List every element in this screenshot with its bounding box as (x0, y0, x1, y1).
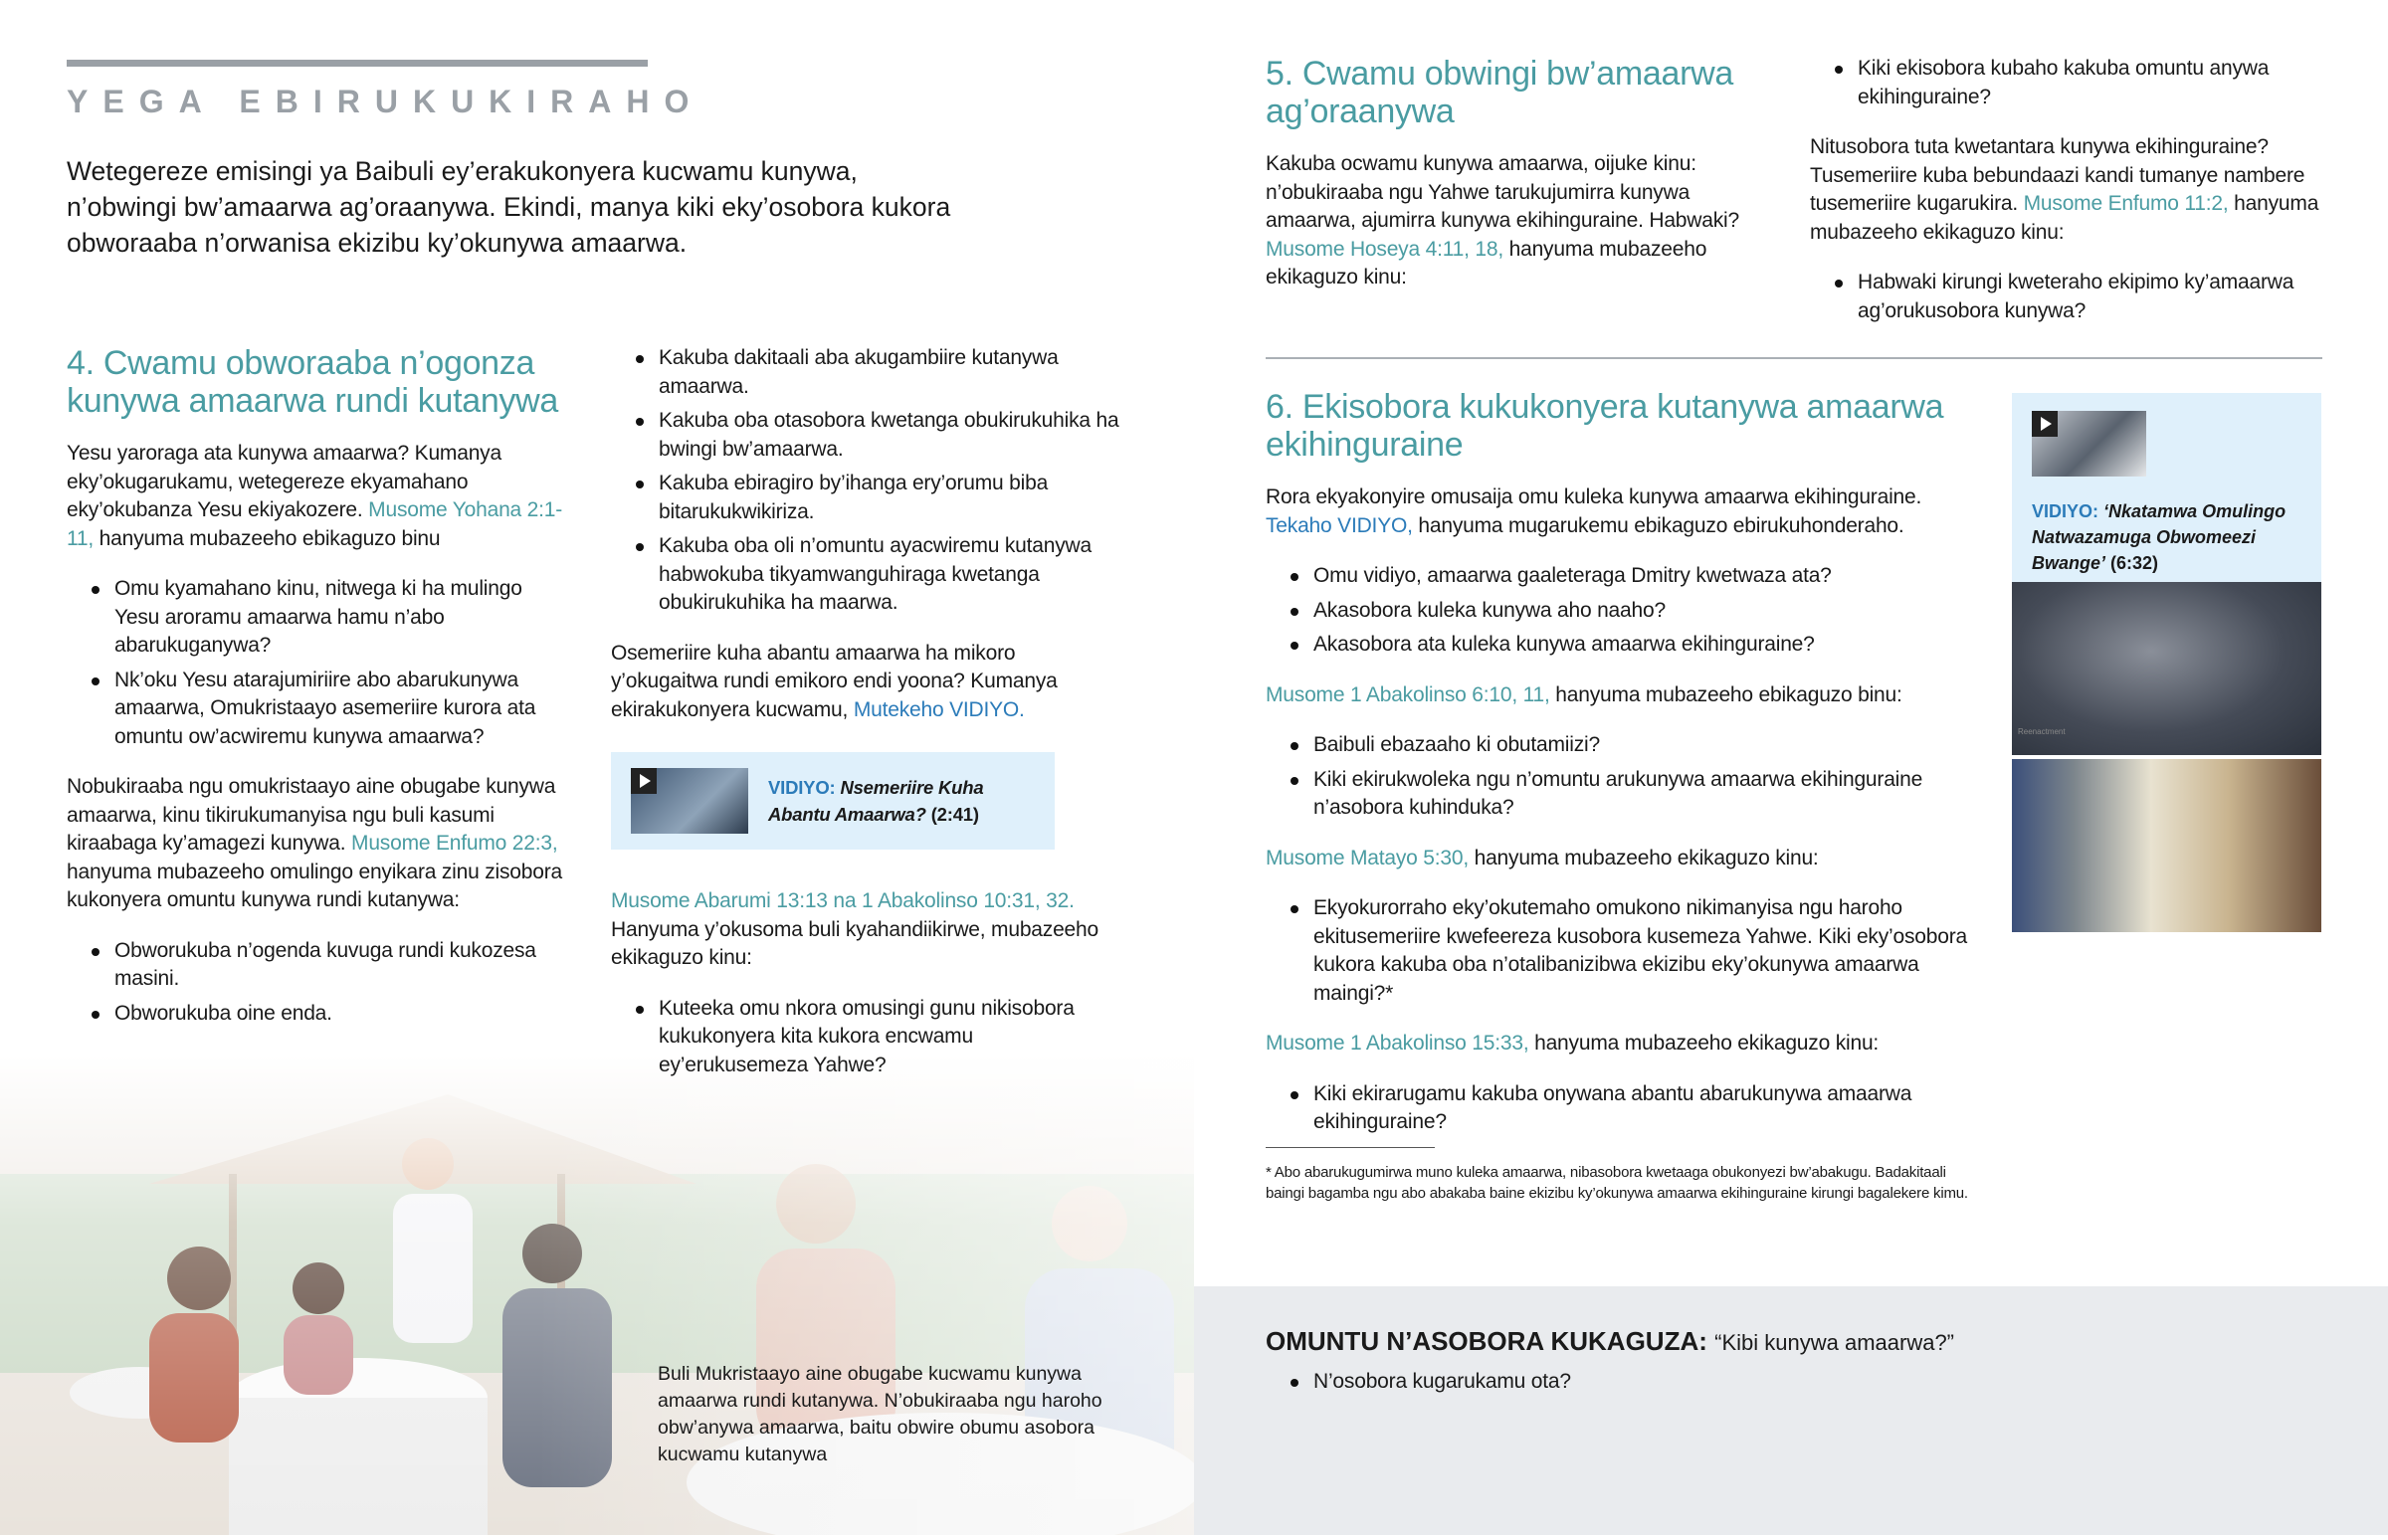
text: hanyuma mubazeeho ebikaguzo binu (94, 526, 441, 550)
list-item: Obworukuba n’ogenda kuvuga rundi kukozesa masini. (114, 937, 572, 994)
list-item: Kiki ekirukwoleka ngu n’omuntu arukunywa amaarwa ekihinguraine n’asobora kuhinduka? (1313, 766, 1984, 823)
video-thumbnail[interactable] (2032, 411, 2146, 477)
section-4-paragraph-3 (611, 640, 1120, 725)
section-4-column-2 (611, 344, 1120, 1101)
header-rule (67, 60, 648, 67)
footnote: * Abo abarukugumirwa muno kuleka amaarwa, nibasobora kwetaaga obukonyezi bw’abakugu. Badakitaali baingi bagamba ngu abo abakaba baine ekizibu ky’okunywa amaarwa ekihinguraine kirungi bagalekere kimu. (1266, 1163, 1968, 1202)
section-5-column-2 (1810, 55, 2327, 347)
video-caption (2032, 498, 2301, 576)
list-item: Nk’oku Yesu atarajumiriire abo abarukunywa amaarwa, Omukristaayo asemeriire kurora ata omuntu ow’acwiremu kunywa amaarwa? (114, 667, 572, 752)
text: hanyuma mubazeeho ekikaguzo kinu: (1528, 1032, 1880, 1055)
list-item: Kakuba ebiragiro by’ihanga ery’orumu biba bitarukukwikiriza. (659, 470, 1120, 526)
section-6-column (1266, 388, 1984, 1204)
question-box-label: OMUNTU N’ASOBORA KUKAGUZA: (1266, 1326, 1707, 1356)
intro-paragraph: Wetegereze emisingi ya Baibuli ey’erakukonyera kucwamu kunywa, n’obwingi bw’amaarwa ag’oraanywa. Ekindi, manya kiki eky’osobora kukora obworaaba n’orwanisa ekizibu ky’okunywa amaarwa. (67, 156, 951, 258)
section-5-column-1 (1266, 55, 1773, 314)
question-box-quote: “Kibi kunywa amaarwa?” (1714, 1330, 1955, 1355)
question-box-prompt (1266, 1326, 1954, 1357)
reenactment-watermark: Reenactment (2018, 727, 2066, 736)
section-5-heading: 5. Cwamu obwingi bw’amaarwa ag’oraanywa (1266, 55, 1733, 130)
play-video-link[interactable]: Mutekeho VIDIYO. (853, 697, 1025, 721)
scripture-link[interactable]: Musome Matayo 5:30, (1266, 846, 1469, 869)
section-4-paragraph-1 (67, 440, 572, 553)
play-icon (631, 768, 657, 794)
question-list (1266, 731, 1984, 823)
section-4-heading: 4. Cwamu obworaaba n’ogonza kunywa amaarwa rundi kutanywa (67, 344, 558, 420)
video-caption (768, 774, 1035, 828)
scripture-link[interactable]: Musome Enfumo 22:3, (351, 832, 558, 855)
reading-instruction (1266, 1030, 1984, 1059)
question-box (1194, 1286, 2388, 1535)
video-label: VIDIYO: (2032, 501, 2099, 521)
reading-instruction (1266, 845, 1984, 873)
text: hanyuma mubazeeho omulingo enyikara zinu zisobora kukonyera omuntu kunywa rundi kutanywa: (67, 860, 563, 911)
text: Yesu yaroraga ata kunywa amaarwa? Kumanya eky’okugarukamu, wetegereze ekyamahano eky’okubanza Yesu ekiyakozere. (67, 442, 501, 521)
question-list (67, 575, 572, 751)
footnote-rule (1266, 1147, 1435, 1148)
condition-list (67, 937, 572, 1029)
text: Nitusobora tuta kwetantara kunywa ekihinguraine? Tusemeriire kuba bebundaazi kandi tumanye nambere tusemeriire kugarukira. (1810, 135, 2305, 215)
list-item: Omu vidiyo, amaarwa gaaleteraga Dmitry kwetwaza ata? (1313, 562, 1984, 591)
list-item: Ekyokurorraho eky’okutemaho omukono nikimanyisa ngu haroho ekitusemeriire kwefeereza kusobora kusemeza Yahwe. Kiki eky’osobora kukora kakuba oba n’otalibanizibwa ekizibu eky’okunywa amaarwa maingi?* (1313, 894, 1984, 1008)
list-item: Kuteeka omu nkora omusingi gunu nikisobora kukukonyera kita kukora encwamu ey’erukusemeza Yahwe? (659, 995, 1120, 1080)
list-item: Kakuba oba oli n’omuntu ayacwiremu kutanywa habwokuba tikyamwanguhiraga kwetanga obukirukuhika ha maarwa. (659, 532, 1120, 618)
section-6-paragraph-1 (1266, 483, 1984, 540)
question-list (1810, 55, 2327, 111)
video-card[interactable] (611, 752, 1055, 850)
text: hanyuma mugarukemu ebikaguzo ebirukuhonderaho. (1412, 513, 1904, 537)
list-item: Akasobora kuleka kunywa aho naaho? (1313, 597, 1984, 626)
question-list (1266, 1368, 1571, 1403)
text: Hanyuma y’okusoma buli kyahandiikirwe, mubazeeho ekikaguzo kinu: (611, 917, 1098, 969)
reading-instruction (1266, 681, 1984, 710)
text: hanyuma mubazeeho ekikaguzo kinu: (1266, 237, 1707, 289)
section-5-paragraph-2 (1810, 133, 2327, 247)
section-6-heading: 6. Ekisobora kukukonyera kutanywa amaarwa ekihinguraine (1266, 388, 1944, 464)
list-item: Obworukuba oine enda. (114, 1000, 572, 1029)
text: hanyuma mubazeeho ekikaguzo kinu: (1468, 846, 1819, 869)
text: hanyuma mubazeeho ebikaguzo binu: (1549, 682, 1902, 706)
list-item: Kiki ekirarugamu kakuba onywana abantu abarukunywa amaarwa ekihinguraine? (1313, 1080, 1984, 1137)
list-item: Kiki ekisobora kubaho kakuba omuntu anywa ekihinguraine? (1858, 55, 2327, 111)
video-still-man-with-bottle (2012, 582, 2321, 755)
video-title[interactable]: ‘Nkatamwa Omulingo Natwazamuga Obwomeezi Bwange’ (2032, 501, 2287, 573)
scripture-link[interactable]: Musome 1 Abakolinso 15:33, (1266, 1032, 1529, 1055)
section-4-paragraph-2 (67, 773, 572, 915)
text: Nobukiraaba ngu omukristaayo aine obugabe kunywa amaarwa, kinu tikirukumanyisa ngu buli kasumi kiraabaga ky’amagezi kunywa. (67, 775, 556, 855)
scripture-link[interactable]: Musome Yohana 2:1-11, (67, 498, 563, 550)
list-item: Kakuba dakitaali aba akugambiire kutanywa amaarwa. (659, 344, 1120, 401)
question-list (1810, 269, 2327, 325)
play-icon (2032, 411, 2058, 437)
play-video-link[interactable]: Tekaho VIDIYO, (1266, 513, 1413, 537)
list-item: Akasobora ata kuleka kunywa amaarwa ekihinguraine? (1313, 631, 1984, 660)
video-duration: (2:41) (930, 804, 979, 825)
text: Rora ekyakonyire omusaija omu kuleka kunywa amaarwa ekihinguraine. (1266, 485, 1922, 508)
video-duration: (6:32) (2110, 553, 2159, 573)
scripture-link[interactable]: Musome Abarumi 13:13 na 1 Abakolinso 10:31, 32. (611, 889, 1075, 912)
section-divider (1266, 357, 2322, 359)
question-list (1266, 562, 1984, 660)
video-card[interactable] (2012, 393, 2321, 582)
list-item: Omu kyamahano kinu, nitwega ki ha mulingo Yesu aroramu amaarwa hamu n’abo abarukuganywa? (114, 575, 572, 661)
scripture-link[interactable]: Musome Hoseya 4:11, 18, (1266, 237, 1503, 261)
video-title[interactable]: Nsemeriire Kuha Abantu Amaarwa? (768, 777, 984, 825)
video-thumbnail[interactable] (631, 768, 748, 834)
video-still-bible-study (2012, 759, 2321, 932)
text: hanyuma mubazeeho ekikaguzo kinu: (1810, 192, 2319, 244)
question-list (1266, 894, 1984, 1008)
list-item: Habwaki kirungi kweteraho ekipimo ky’amaarwa ag’orukusobora kunywa? (1858, 269, 2327, 325)
scripture-link[interactable]: Musome 1 Abakolinso 6:10, 11, (1266, 682, 1550, 706)
scripture-link[interactable]: Musome Enfumo 11:2, (2023, 192, 2229, 215)
video-sidebar (2012, 393, 2321, 932)
section-5-paragraph-1 (1266, 150, 1773, 292)
page-kicker: YEGA EBIRUKUKIRAHO (67, 84, 704, 119)
illustration-caption: Buli Mukristaayo aine obugabe kucwamu kunywa amaarwa rundi kutanywa. N’obukiraaba ngu haroho obw’anywa amaarwa, baitu obwire obumu asobora kucwamu kutanywa (658, 1363, 1102, 1465)
condition-list (611, 344, 1120, 618)
list-item: Baibuli ebazaaho ki obutamiizi? (1313, 731, 1984, 760)
text: Kakuba ocwamu kunywa amaarwa, oijuke kinu: n’obukiraaba ngu Yahwe tarukujumirra kunywa amaarwa, ajumirra kunywa ekihinguraine. Habwaki? (1266, 152, 1739, 232)
video-label: VIDIYO: (768, 777, 836, 798)
text: Osemeriire kuha abantu amaarwa ha mikoro y’okugaitwa rundi emikoro endi yoona? Kumanya ekirakukonyera kucwamu, (611, 641, 1058, 721)
section-4-paragraph-4 (611, 887, 1120, 973)
list-item: N’osobora kugarukamu ota? (1313, 1368, 1571, 1397)
list-item: Kakuba oba otasobora kwetanga obukirukuhika ha bwingi bw’amaarwa. (659, 407, 1120, 464)
question-list (1266, 1080, 1984, 1137)
section-4-column-1 (67, 344, 572, 1050)
question-list (611, 995, 1120, 1080)
